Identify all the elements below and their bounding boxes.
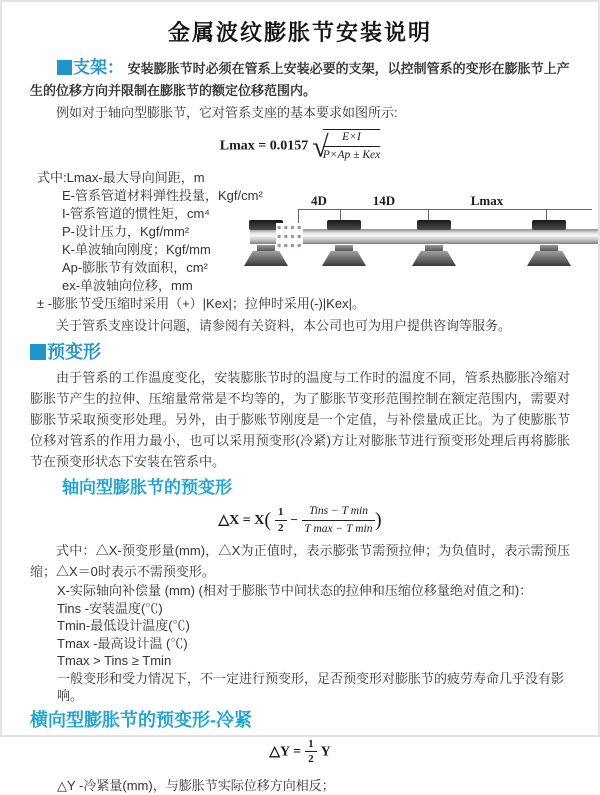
definition-line: I-管系管道的惯性矩，cm⁴ — [62, 205, 210, 221]
lateral-note-line: △Y -冷紧量(mm)，与膨胀节实际位移方向相反； — [57, 777, 335, 793]
pre-deform-paragraph: 由于管系的工作温度变化，安装膨胀节时的温度与工作时的温度不同，管系热膨胀冷缩对膨胀节产生的拉伸、压缩量常常是不均等的，为了膨胀节变形范围控制在额定范围内，需要对膨胀节采取预变形处理。另外，由于膨账节刚度是一个定值，与补偿量成正比。为了使膨胀节位移对管系的作用力最小，也可以采用预变形(冷紧)方让对膨胀节进行预变形处理后再将膨胀节在预变形状态下安装在管系中。 — [30, 369, 570, 469]
definition-line: ± -膨胀节受压缩时采用（+）|Kex|；拉伸时采用(-)|Kex|。 — [37, 295, 365, 311]
axial-line: Tins -安装温度(℃) — [57, 600, 163, 616]
axial-line: Tmax > Tins ≥ Tmin — [57, 653, 172, 669]
definition-line: E-管系管道材料弹性投量，Kgf/cm² — [62, 187, 263, 203]
section-square-icon — [30, 344, 46, 360]
fraction-numerator: 1 — [275, 505, 287, 520]
formula-rhs: Y — [320, 744, 331, 760]
formula-lhs: △Y = — [269, 744, 302, 760]
guide-support-icon — [412, 220, 456, 268]
fraction-denominator: 2 — [278, 521, 284, 534]
dimension-line — [298, 209, 592, 210]
support-section-heading — [57, 58, 124, 77]
definition-line: P-设计压力，Kgf/mm² — [62, 223, 190, 239]
formula-fraction — [323, 129, 381, 163]
support-example-line: 例如对于轴向型膨胀节，它对管系支座的基本要求如图所示: — [56, 105, 398, 120]
half-fraction — [275, 505, 287, 535]
dimension-label-lmax: Lmax — [470, 193, 504, 208]
dimension-label-4d: 4D — [311, 193, 327, 208]
definition-line: 式中:Lmax-最大导向间距，m — [37, 169, 205, 185]
definition-line: Ap-膨胀节有效面积，cm² — [62, 259, 208, 275]
bellows-icon — [276, 223, 303, 250]
formula-lhs: Lmax = 0.0157 — [219, 138, 309, 154]
support-neck — [425, 245, 443, 251]
guide-support-icon — [322, 220, 366, 268]
axial-line: Tmin-最低设计温度(℃) — [57, 618, 190, 634]
guide-support-icon — [527, 220, 571, 268]
axial-explain-paragraph: 式中：△X-预变形量(mm)，△X为正值时，表示膨张节需预拉伸；为负值时，表示需预压缩；△X＝0时表示不需预变形。 — [30, 543, 570, 580]
delta-x-formula — [2, 504, 598, 537]
support-intro-text: 安装膨胀节时必须在管系上安装必要的支架，以控制管系的变形在膨胀节上产生的位移方向并限制在膨胀节的额定位移范围内。 — [30, 61, 570, 98]
definition-line: K-单波轴向刚度；Kgf/mm — [62, 241, 211, 257]
fraction-denominator: T max − T min — [304, 522, 373, 535]
pipe-support-diagram — [250, 192, 598, 294]
support-neck — [540, 245, 558, 251]
support-base — [412, 251, 456, 266]
pre-deform-section-heading — [30, 342, 598, 362]
definition-line: ex-单波轴向位移，mm — [62, 277, 193, 293]
page-title: 金属波纹膨胀节安装说明 — [167, 20, 432, 45]
support-base — [322, 251, 366, 266]
radical-sign-icon: √ — [312, 130, 327, 164]
minus-operator: − — [290, 511, 298, 527]
support-base — [527, 251, 571, 266]
fraction-numerator: E×I — [323, 130, 381, 147]
support-neck — [257, 245, 275, 251]
section-square-icon — [57, 60, 72, 75]
support-cap — [417, 220, 451, 230]
fraction-denominator: P×Ap ± Kex — [322, 148, 381, 161]
fraction-numerator: Tins − T min — [302, 504, 375, 521]
axial-line: Tmax -最高设计温 (℃) — [57, 635, 188, 651]
support-heading-label: 支架： — [73, 58, 124, 77]
axial-subsection-heading: 轴向型膨胀节的预变形 — [62, 477, 232, 497]
open-paren: ( — [264, 508, 272, 531]
temperature-fraction — [302, 504, 375, 537]
axial-line: 一般变形和受力情况下，不一定进行预变形，足否预变形对膨胀节的疲劳寿命几乎没有影响。 — [57, 670, 565, 704]
delta-y-formula — [2, 737, 598, 767]
support-cap — [327, 220, 361, 230]
pre-deform-heading-label: 预变形 — [47, 341, 101, 362]
dimension-label-14d: 14D — [372, 193, 396, 208]
close-paren: ) — [374, 508, 382, 531]
fraction-numerator: 1 — [305, 737, 317, 752]
lmax-formula — [2, 129, 598, 165]
formula-lhs: △X = X — [218, 512, 265, 528]
support-intro-paragraph — [30, 57, 570, 102]
axial-line: X-实际轴向补偿量 (mm) (相对于膨胀节中间状态的拉伸和压缩位移量绝对值之和)： — [57, 583, 533, 599]
support-base — [244, 251, 288, 266]
lateral-subsection-heading: 横向型膨胀节的预变形-冷紧 — [30, 709, 252, 730]
half-fraction — [305, 737, 317, 767]
support-cap — [532, 220, 566, 230]
support-note-line: 关于管系支座设计问题，请参阅有关资料，本公司也可为用户提供咨询等服务。 — [56, 317, 512, 333]
support-neck — [335, 245, 353, 251]
axial-definition-lines — [57, 582, 570, 705]
fraction-denominator: 2 — [308, 753, 314, 766]
